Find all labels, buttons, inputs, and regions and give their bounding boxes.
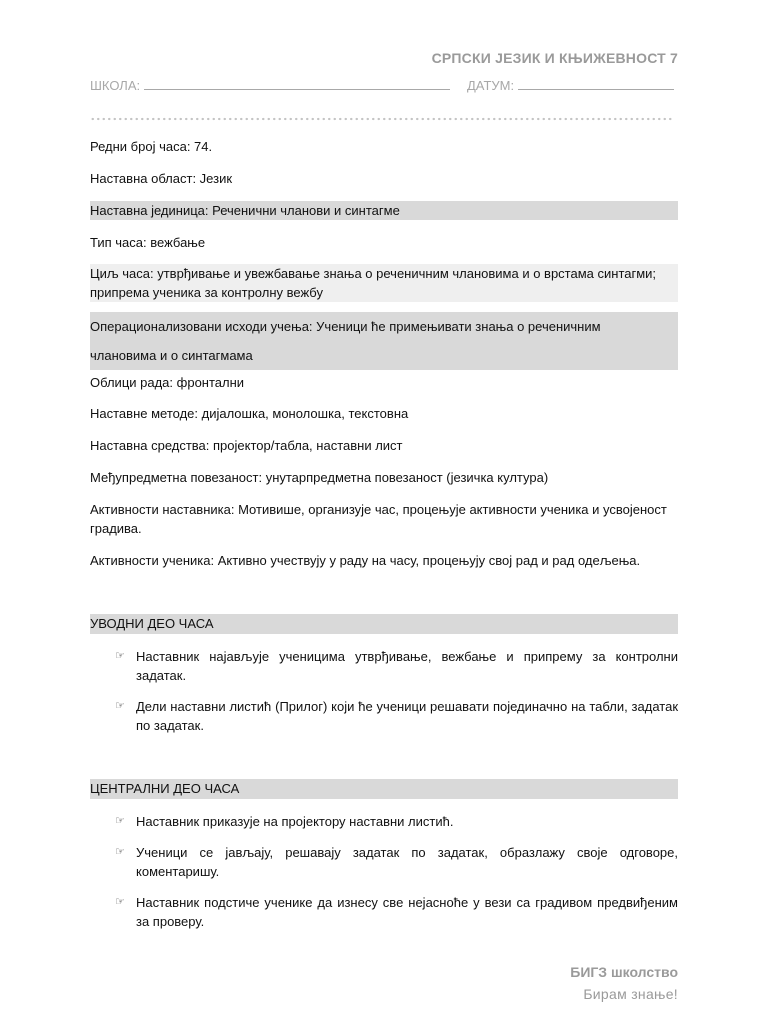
learning-outcomes-line-2: члановима и о синтагмама xyxy=(90,348,253,363)
list-item: ☞ Дели наставни листић (Прилог) који ће ученици решавати појединачно на табли, задатак по задатак. xyxy=(115,699,678,733)
list-item: ☞ Ученици се јављају, решавају задатак по задатак, образлажу своје одговоре, коментаришу. xyxy=(115,845,678,879)
publisher-brand: БИГЗ школство xyxy=(570,964,678,980)
hand-pointer-icon: ☞ xyxy=(115,896,125,908)
dotted-divider xyxy=(90,117,672,121)
central-section-heading: ЦЕНТРАЛНИ ДЕО ЧАСА xyxy=(90,779,678,799)
hand-pointer-icon: ☞ xyxy=(115,650,125,662)
teaching-methods: Наставне методе: дијалошка, монолошка, текстовна xyxy=(90,406,409,421)
lesson-plan-page xyxy=(90,0,678,1024)
list-item: ☞ Наставник приказује на пројектору наставни листић. xyxy=(115,814,454,829)
hand-pointer-icon: ☞ xyxy=(115,846,125,858)
student-activities: Активности ученика: Активно учествују у раду на часу, процењују свој рад и рад одељења. xyxy=(90,553,641,568)
date-label: ДАТУМ: xyxy=(467,78,515,93)
subject-correlation: Међупредметна повезаност: унутарпредметна повезаност (језичка култура) xyxy=(90,470,549,485)
teaching-area: Наставна област: Језик xyxy=(90,171,233,186)
hand-pointer-icon: ☞ xyxy=(115,815,125,827)
list-item: ☞ Наставник најављује ученицима утврђивање, вежбање и припрему за контролни задатак. xyxy=(115,649,678,683)
school-blank xyxy=(144,78,450,90)
work-forms: Облици рада: фронтални xyxy=(90,375,245,390)
list-item: ☞ Наставник подстиче ученике да изнесу све нејасноће у вези са градивом предвиђеним за проверу. xyxy=(115,895,678,929)
lesson-type: Тип часа: вежбање xyxy=(90,235,206,250)
school-date-line xyxy=(90,78,678,93)
intro-section-heading: УВОДНИ ДЕО ЧАСА xyxy=(90,614,678,634)
date-blank xyxy=(518,78,674,90)
central-list xyxy=(115,812,678,943)
hand-pointer-icon: ☞ xyxy=(115,700,125,712)
intro-list xyxy=(115,647,678,747)
lesson-number: Редни број часа: 74. xyxy=(90,139,213,154)
teaching-resources: Наставна средства: пројектор/табла, наставни лист xyxy=(90,438,403,453)
school-label: ШКОЛА: xyxy=(90,78,141,93)
teacher-activities: Активности наставника: Мотивише, организује час, процењује активности ученика и усвојеност градива. xyxy=(90,502,667,536)
teaching-unit: Наставна јединица: Реченични чланови и синтагме xyxy=(90,201,678,220)
subject-title: СРПСКИ ЈЕЗИК И КЊИЖЕВНОСТ 7 xyxy=(431,50,678,66)
lesson-goal: Циљ часа: утврђивање и увежбавање знања о реченичним члановима и о врстама синтагми; припрема ученика за контролну вежбу xyxy=(90,264,678,302)
publisher-slogan: Бирам знање! xyxy=(583,986,678,1002)
learning-outcomes-line-1: Операционализовани исходи учења: Ученици ће примењивати знања о реченичним xyxy=(90,319,601,334)
learning-outcomes xyxy=(90,312,678,370)
